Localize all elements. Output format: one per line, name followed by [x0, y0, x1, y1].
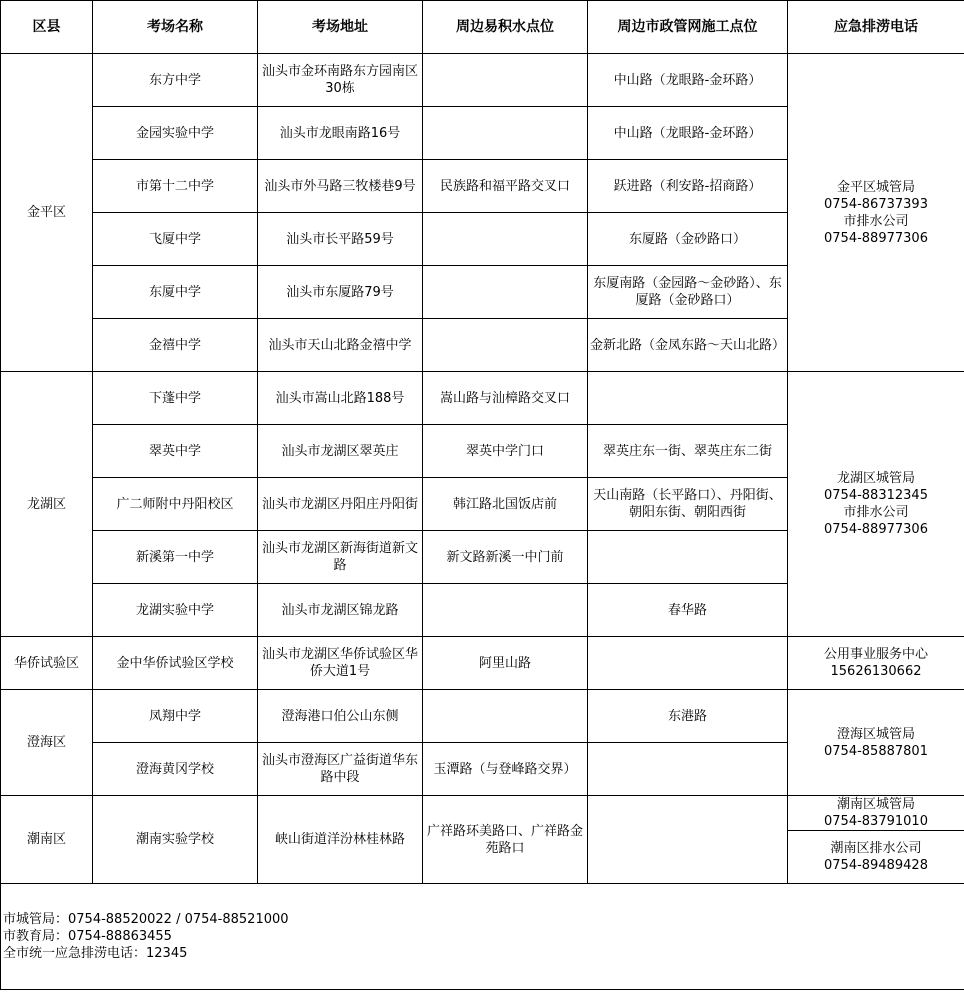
- school-name: 东方中学: [93, 54, 258, 107]
- waterlogging-point: 民族路和福平路交叉口: [423, 160, 588, 213]
- construction-point: 东港路: [588, 690, 788, 743]
- table-row: [1, 637, 964, 690]
- contact-phone: 0754-83791010: [824, 814, 928, 829]
- waterlogging-point: 嵩山路与汕樟路交叉口: [423, 372, 588, 425]
- contact-cell: [788, 690, 964, 796]
- header-construction: 周边市政管网施工点位: [588, 1, 788, 54]
- school-name: 新溪第一中学: [93, 531, 258, 584]
- school-address: 汕头市龙湖区翠英庄: [258, 425, 423, 478]
- table-row: [1, 796, 964, 831]
- construction-point: 跃进路（利安路-招商路）: [588, 160, 788, 213]
- waterlogging-point: [423, 213, 588, 266]
- construction-point: 中山路（龙眼路-金环路）: [588, 54, 788, 107]
- footer-row: [1, 884, 964, 990]
- table-row: [1, 54, 964, 107]
- footer-line: 市城管局：0754-88520022 / 0754-88521000: [3, 912, 289, 927]
- school-name: 金中华侨试验区学校: [93, 637, 258, 690]
- school-name: 下蓬中学: [93, 372, 258, 425]
- school-address: 汕头市金环南路东方园南区30栋: [258, 54, 423, 107]
- contact-cell: [788, 54, 964, 372]
- school-name: 金禧中学: [93, 319, 258, 372]
- school-address: 澄海港口伯公山东侧: [258, 690, 423, 743]
- contact-cell: [788, 637, 964, 690]
- contact-phone: 0754-88977306: [824, 522, 928, 537]
- contact-phone: 15626130662: [830, 664, 922, 679]
- contact-org: 龙湖区城管局: [836, 471, 915, 486]
- header-water: 周边易积水点位: [423, 1, 588, 54]
- waterlogging-point: 翠英中学门口: [423, 425, 588, 478]
- contact-org: 金平区城管局: [836, 179, 915, 195]
- header-contact: 应急排涝电话: [788, 1, 964, 54]
- table-body: [1, 54, 964, 884]
- school-name: 翠英中学: [93, 425, 258, 478]
- construction-point: 天山南路（长平路口）、丹阳街、朝阳东街、朝阳西街: [588, 478, 788, 531]
- waterlogging-point: [423, 690, 588, 743]
- waterlogging-point: 广祥路环美路口、广祥路金苑路口: [423, 796, 588, 884]
- district-name: 金平区: [1, 54, 93, 372]
- school-address: 汕头市龙湖区新海街道新文路: [258, 531, 423, 584]
- waterlogging-point: 韩江路北国饭店前: [423, 478, 588, 531]
- school-name: 市第十二中学: [93, 160, 258, 213]
- construction-point: 翠英庄东一街、翠英庄东二街: [588, 425, 788, 478]
- school-name: 澄海黄冈学校: [93, 743, 258, 796]
- waterlogging-point: [423, 319, 588, 372]
- contact-phone: 0754-86737393: [824, 196, 928, 212]
- construction-point: [588, 372, 788, 425]
- district-name: 龙湖区: [1, 372, 93, 637]
- construction-point: 春华路: [588, 584, 788, 637]
- contact-org: 澄海区城管局: [836, 726, 915, 742]
- school-address: 汕头市外马路三牧楼巷9号: [258, 160, 423, 213]
- table-row: [1, 690, 964, 743]
- contact-cell: [788, 831, 964, 884]
- waterlogging-point: [423, 54, 588, 107]
- contact-phone: 0754-85887801: [824, 743, 928, 759]
- construction-point: 金新北路（金凤东路～天山北路）: [588, 319, 788, 372]
- construction-point: [588, 743, 788, 796]
- waterlogging-point: 新文路新溪一中门前: [423, 531, 588, 584]
- contact-org: 公用事业服务中心: [823, 647, 928, 662]
- construction-point: 中山路（龙眼路-金环路）: [588, 107, 788, 160]
- waterlogging-point: [423, 584, 588, 637]
- contact-cell: [788, 796, 964, 831]
- contact-phone: 0754-88312345: [824, 488, 928, 503]
- contact-org: 潮南区排水公司: [830, 841, 922, 856]
- header-district: 区县: [1, 1, 93, 54]
- contact-org: 市排水公司: [843, 213, 909, 229]
- school-name: 凤翔中学: [93, 690, 258, 743]
- construction-point: 东厦路（金砂路口）: [588, 213, 788, 266]
- construction-point: 东厦南路（金园路～金砂路）、东厦路（金砂路口）: [588, 266, 788, 319]
- construction-point: [588, 531, 788, 584]
- school-address: 汕头市天山北路金禧中学: [258, 319, 423, 372]
- school-address: 汕头市澄海区广益街道华东路中段: [258, 743, 423, 796]
- school-address: 汕头市东厦路79号: [258, 266, 423, 319]
- construction-point: [588, 796, 788, 884]
- district-name: 华侨试验区: [1, 637, 93, 690]
- waterlogging-point: [423, 266, 588, 319]
- contact-cell: [788, 372, 964, 637]
- district-name: 潮南区: [1, 796, 93, 884]
- school-address: 汕头市龙湖区华侨试验区华侨大道1号: [258, 637, 423, 690]
- contact-phone: 0754-89489428: [824, 858, 928, 873]
- waterlogging-point: 阿里山路: [423, 637, 588, 690]
- school-name: 广二师附中丹阳校区: [93, 478, 258, 531]
- contact-phone: 0754-88977306: [824, 230, 928, 246]
- contact-org: 潮南区城管局: [836, 797, 915, 812]
- header-school: 考场名称: [93, 1, 258, 54]
- school-name: 龙湖实验中学: [93, 584, 258, 637]
- school-name: 潮南实验学校: [93, 796, 258, 884]
- waterlogging-point: 玉潭路（与登峰路交界）: [423, 743, 588, 796]
- school-name: 东厦中学: [93, 266, 258, 319]
- waterlogging-point: [423, 107, 588, 160]
- footer-line: 全市统一应急排涝电话：12345: [3, 946, 188, 961]
- school-name: 金园实验中学: [93, 107, 258, 160]
- contact-org: 市排水公司: [843, 505, 909, 520]
- school-address: 峡山街道洋汾林桂林路: [258, 796, 423, 884]
- footer-line: 市教育局：0754-88863455: [3, 929, 172, 944]
- school-address: 汕头市龙眼南路16号: [258, 107, 423, 160]
- header-address: 考场地址: [258, 1, 423, 54]
- header-row: [1, 1, 964, 54]
- school-address: 汕头市长平路59号: [258, 213, 423, 266]
- school-address: 汕头市龙湖区丹阳庄丹阳街: [258, 478, 423, 531]
- district-name: 澄海区: [1, 690, 93, 796]
- school-name: 飞厦中学: [93, 213, 258, 266]
- table-row: [1, 372, 964, 425]
- school-address: 汕头市龙湖区锦龙路: [258, 584, 423, 637]
- construction-point: [588, 637, 788, 690]
- school-address: 汕头市嵩山北路188号: [258, 372, 423, 425]
- footer-notes: [1, 884, 964, 990]
